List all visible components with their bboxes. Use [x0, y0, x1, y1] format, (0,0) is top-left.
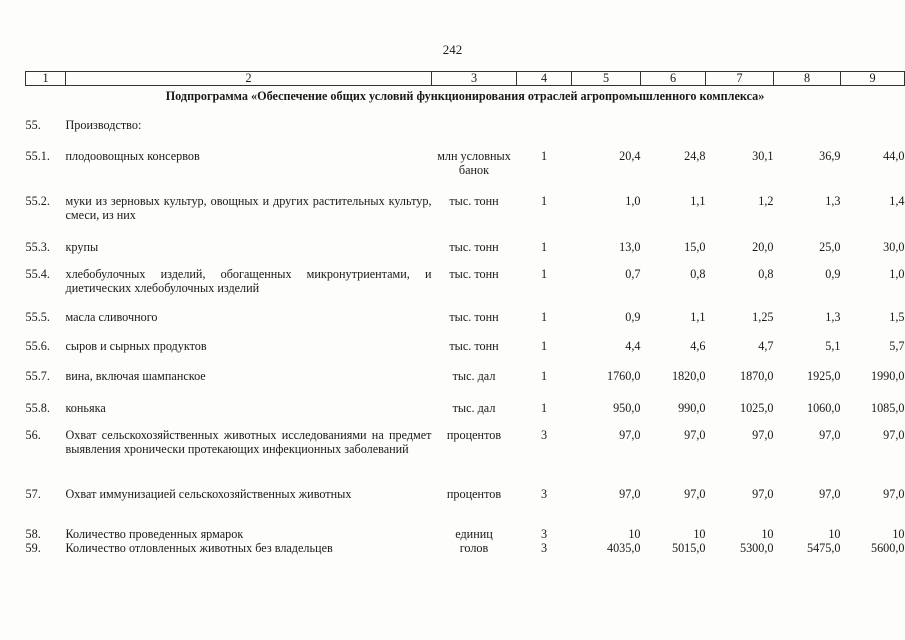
year-value: 1,5	[889, 310, 905, 324]
indicator-name: Производство:	[65, 118, 142, 132]
table-row	[26, 366, 905, 396]
indicator-name: муки из зерновых культур, овощных и других растительных культур, смеси, из них	[65, 194, 432, 222]
subprogram-title-row	[26, 86, 905, 114]
year-value	[774, 113, 841, 142]
year-value: 990,0	[678, 401, 706, 415]
table-row	[26, 396, 905, 425]
year-value: 30,1	[752, 149, 774, 163]
source-code	[517, 113, 572, 142]
source-code: 1	[540, 267, 548, 281]
row-number: 55.4.	[25, 267, 50, 281]
table-row	[26, 142, 905, 186]
row-number: 57.	[25, 487, 41, 501]
year-value: 20,0	[752, 240, 774, 254]
table-row	[26, 260, 905, 306]
indicator-name: Количество отловленных животных без владельцев	[65, 541, 333, 555]
year-value: 1,1	[690, 310, 706, 324]
year-value: 1990,0	[870, 369, 905, 383]
page-number: 242	[442, 42, 463, 57]
year-value: 1820,0	[671, 369, 706, 383]
table-row	[26, 541, 905, 556]
unit-of-measure	[432, 113, 517, 142]
year-value: 13,0	[619, 240, 641, 254]
row-number: 55.2.	[25, 194, 50, 208]
year-value: 5,7	[889, 339, 905, 353]
year-value: 0,9	[825, 267, 841, 281]
year-value: 97,0	[684, 487, 706, 501]
row-number: 55.3.	[25, 240, 50, 254]
year-value: 10	[761, 527, 774, 541]
table-row	[26, 232, 905, 260]
year-value: 1,0	[889, 267, 905, 281]
year-value: 97,0	[752, 428, 774, 442]
year-value: 24,8	[684, 149, 706, 163]
indicator-name: вина, включая шампанское	[65, 369, 206, 383]
row-number: 58.	[25, 527, 41, 541]
table-row	[26, 336, 905, 366]
year-value: 0,9	[625, 310, 641, 324]
source-code: 3	[540, 487, 548, 501]
table-row	[26, 113, 905, 142]
source-code: 1	[540, 310, 548, 324]
year-value: 4,6	[690, 339, 706, 353]
year-value: 1925,0	[806, 369, 841, 383]
year-value: 1760,0	[606, 369, 641, 383]
table-body	[26, 72, 905, 557]
unit-of-measure: тыс. дал	[452, 401, 496, 415]
year-value: 0,7	[625, 267, 641, 281]
year-value: 10	[892, 527, 905, 541]
year-value: 1,3	[825, 310, 841, 324]
indicator-name: Охват сельскохозяйственных животных исследованиями на предмет выявления хронически протекающих инфекционных заболеваний	[65, 428, 432, 456]
indicator-name: коньяка	[65, 401, 106, 415]
year-value: 950,0	[613, 401, 641, 415]
year-value: 1870,0	[739, 369, 774, 383]
year-value: 25,0	[819, 240, 841, 254]
year-value: 4,4	[625, 339, 641, 353]
column-number: 6	[641, 72, 706, 86]
indicator-name: сыров и сырных продуктов	[65, 339, 207, 353]
year-value: 15,0	[684, 240, 706, 254]
column-number: 4	[517, 72, 572, 86]
row-number: 55.7.	[25, 369, 50, 383]
column-number: 3	[432, 72, 517, 86]
source-code: 1	[540, 149, 548, 163]
year-value: 10	[693, 527, 706, 541]
row-number: 56.	[25, 428, 41, 442]
year-value: 20,4	[619, 149, 641, 163]
year-value: 1,1	[690, 194, 706, 208]
year-value: 97,0	[883, 487, 905, 501]
year-value: 1,4	[889, 194, 905, 208]
unit-of-measure: млн условных банок	[437, 149, 511, 177]
year-value: 97,0	[752, 487, 774, 501]
row-number: 55.5.	[25, 310, 50, 324]
year-value	[572, 113, 641, 142]
year-value: 1,2	[758, 194, 774, 208]
year-value: 10	[828, 527, 841, 541]
year-value: 5300,0	[739, 541, 774, 555]
year-value: 4035,0	[606, 541, 641, 555]
year-value: 1,25	[752, 310, 774, 324]
unit-of-measure: голов	[459, 541, 489, 555]
table-row	[26, 512, 905, 541]
unit-of-measure: процентов	[446, 487, 502, 501]
column-number: 2	[66, 72, 432, 86]
unit-of-measure: тыс. тонн	[449, 194, 499, 208]
column-number: 5	[572, 72, 641, 86]
year-value: 1060,0	[806, 401, 841, 415]
row-number: 55.6.	[25, 339, 50, 353]
source-code: 3	[540, 527, 548, 541]
year-value: 1,0	[625, 194, 641, 208]
table-row	[26, 186, 905, 232]
year-value: 5600,0	[870, 541, 905, 555]
column-number: 9	[841, 72, 905, 86]
column-number-row	[26, 72, 905, 86]
year-value: 44,0	[883, 149, 905, 163]
source-code: 1	[540, 339, 548, 353]
year-value: 97,0	[819, 428, 841, 442]
indicator-name: крупы	[65, 240, 99, 254]
column-number: 1	[26, 72, 66, 86]
indicator-name: хлебобулочных изделий, обогащенных микронутриентами, и диетических хлебобулочных изделий	[65, 267, 432, 295]
source-code: 1	[540, 369, 548, 383]
year-value	[641, 113, 706, 142]
year-value	[706, 113, 774, 142]
row-number: 55.1.	[25, 149, 50, 163]
year-value: 0,8	[758, 267, 774, 281]
table-row	[26, 484, 905, 512]
year-value: 97,0	[619, 428, 641, 442]
row-number: 55.	[25, 118, 41, 132]
year-value: 1085,0	[870, 401, 905, 415]
source-code: 1	[540, 194, 548, 208]
source-code: 3	[540, 428, 548, 442]
unit-of-measure: единиц	[455, 527, 493, 541]
indicator-name: Охват иммунизацией сельскохозяйственных животных	[65, 487, 352, 501]
unit-of-measure: тыс. дал	[452, 369, 496, 383]
column-number: 8	[774, 72, 841, 86]
unit-of-measure: процентов	[446, 428, 502, 442]
unit-of-measure: тыс. тонн	[449, 267, 499, 281]
column-number: 7	[706, 72, 774, 86]
indicator-name: плодоовощных консервов	[65, 149, 200, 163]
unit-of-measure: тыс. тонн	[449, 310, 499, 324]
year-value: 5,1	[825, 339, 841, 353]
table-row	[26, 306, 905, 336]
year-value: 97,0	[883, 428, 905, 442]
indicator-name: масла сливочного	[65, 310, 158, 324]
year-value: 5475,0	[806, 541, 841, 555]
year-value: 97,0	[819, 487, 841, 501]
indicator-name: Количество проведенных ярмарок	[65, 527, 244, 541]
year-value: 0,8	[690, 267, 706, 281]
year-value: 97,0	[619, 487, 641, 501]
row-number: 55.8.	[25, 401, 50, 415]
subprogram-title: Подпрограмма «Обеспечение общих условий функционирования отраслей агропромышленного комплекса»	[165, 89, 765, 103]
year-value: 4,7	[758, 339, 774, 353]
unit-of-measure: тыс. тонн	[449, 339, 499, 353]
source-code: 1	[540, 401, 548, 415]
table-row	[26, 425, 905, 484]
year-value: 1,3	[825, 194, 841, 208]
year-value: 30,0	[883, 240, 905, 254]
year-value: 10	[628, 527, 641, 541]
year-value	[841, 113, 905, 142]
year-value: 97,0	[684, 428, 706, 442]
year-value: 5015,0	[671, 541, 706, 555]
indicators-table	[25, 71, 905, 556]
unit-of-measure: тыс. тонн	[449, 240, 499, 254]
row-number: 59.	[25, 541, 41, 555]
year-value: 36,9	[819, 149, 841, 163]
source-code: 1	[540, 240, 548, 254]
year-value: 1025,0	[739, 401, 774, 415]
source-code: 3	[540, 541, 548, 555]
